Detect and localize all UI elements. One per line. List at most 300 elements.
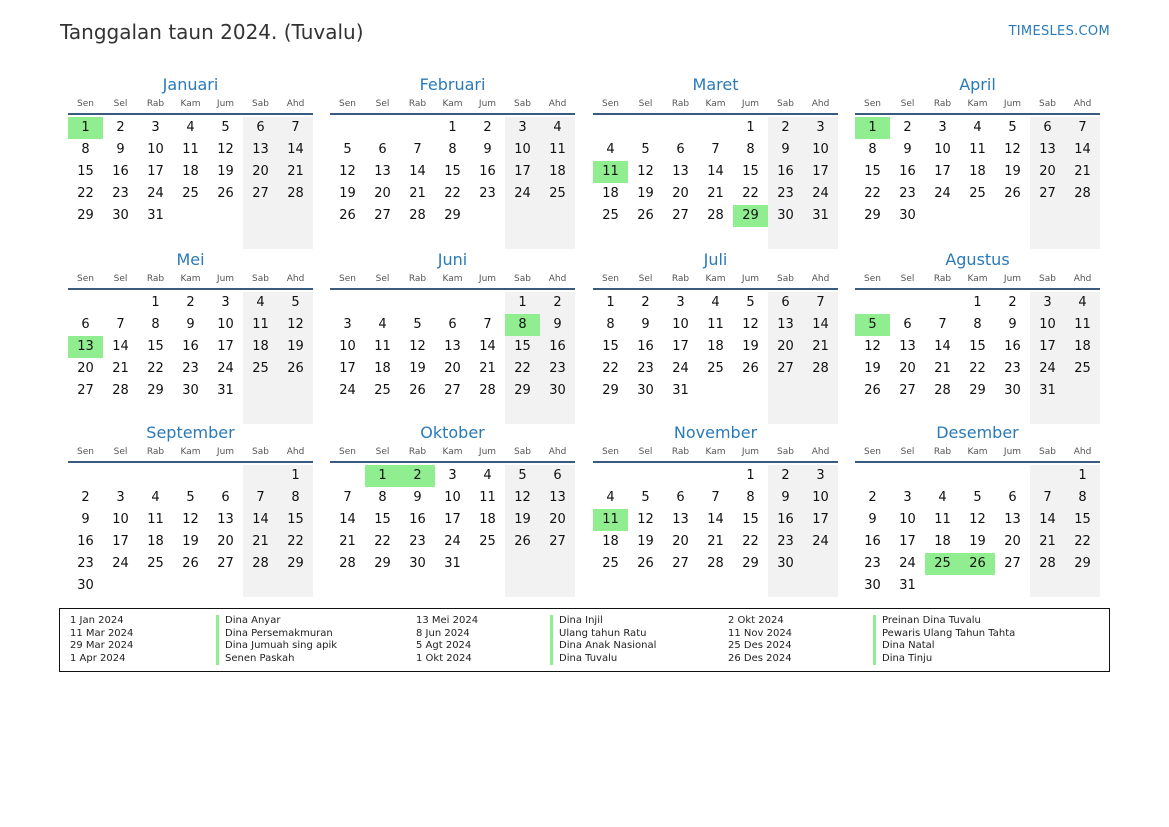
day-cell: 27 xyxy=(777,361,794,376)
day-cell: 31 xyxy=(444,556,461,571)
day-cell: 2 xyxy=(1008,295,1017,310)
day-cell: 17 xyxy=(112,534,129,549)
weekday-label: Ahd xyxy=(1073,447,1092,457)
day-cell: 17 xyxy=(1039,339,1056,354)
day-cell: 27 xyxy=(217,556,234,571)
day-cell: 24 xyxy=(812,534,829,549)
weekday-label: Jum xyxy=(741,447,760,457)
day-cell: 7 xyxy=(343,490,352,505)
day-cell: 25 xyxy=(479,534,496,549)
day-cell: 31 xyxy=(899,578,916,593)
day-cell: 16 xyxy=(77,534,94,549)
month-name: Maret xyxy=(692,75,739,94)
day-cell: 6 xyxy=(81,317,90,332)
day-cell: 12 xyxy=(864,339,881,354)
day-cell: 7 xyxy=(413,142,422,157)
weekday-header xyxy=(855,274,1100,287)
day-cell: 24 xyxy=(112,556,129,571)
day-cell: 28 xyxy=(812,361,829,376)
legend-date: 8 Jun 2024 xyxy=(416,627,470,639)
day-cell: 18 xyxy=(374,361,391,376)
weekday-label: Rab xyxy=(146,99,165,109)
day-cell: 26 xyxy=(1004,186,1021,201)
day-cell: 8 xyxy=(973,317,982,332)
holiday-day-cell: 25 xyxy=(925,553,960,575)
day-cell: 1 xyxy=(151,295,160,310)
weekday-label: Sen xyxy=(864,274,881,284)
day-cell: 4 xyxy=(606,490,615,505)
day-cell: 17 xyxy=(812,512,829,527)
day-cell: 28 xyxy=(339,556,356,571)
day-cell: 18 xyxy=(479,512,496,527)
day-cell: 11 xyxy=(374,339,391,354)
day-cell: 10 xyxy=(672,317,689,332)
day-cell: 15 xyxy=(969,339,986,354)
day-cell: 10 xyxy=(1039,317,1056,332)
day-cell: 23 xyxy=(899,186,916,201)
day-grid xyxy=(855,465,1100,597)
weekday-label: Jum xyxy=(1003,99,1022,109)
day-cell: 29 xyxy=(147,383,164,398)
weekday-label: Kam xyxy=(705,274,726,284)
day-cell: 6 xyxy=(1043,120,1052,135)
day-cell: 3 xyxy=(151,120,160,135)
day-cell: 14 xyxy=(707,164,724,179)
weekday-label: Sab xyxy=(1039,274,1056,284)
day-cell: 21 xyxy=(934,361,951,376)
day-cell: 8 xyxy=(868,142,877,157)
weekday-label: Jum xyxy=(478,447,497,457)
day-cell: 7 xyxy=(711,142,720,157)
day-cell: 29 xyxy=(742,556,759,571)
day-cell: 29 xyxy=(1074,556,1091,571)
day-cell: 8 xyxy=(606,317,615,332)
day-grid xyxy=(855,117,1100,249)
day-cell: 11 xyxy=(934,512,951,527)
weekday-header xyxy=(330,274,575,287)
day-cell: 18 xyxy=(602,186,619,201)
day-cell: 3 xyxy=(343,317,352,332)
day-cell: 6 xyxy=(448,317,457,332)
day-cell: 22 xyxy=(864,186,881,201)
day-cell: 18 xyxy=(707,339,724,354)
legend-holiday-name: Pewaris Ulang Tahun Tahta xyxy=(873,628,1015,641)
weekday-label: Ahd xyxy=(811,447,830,457)
day-cell: 14 xyxy=(707,512,724,527)
day-cell: 30 xyxy=(777,556,794,571)
day-cell: 3 xyxy=(448,468,457,483)
weekday-label: Jum xyxy=(478,99,497,109)
weekday-label: Sel xyxy=(638,447,653,457)
day-cell: 8 xyxy=(746,142,755,157)
weekday-label: Sen xyxy=(602,447,619,457)
day-cell: 17 xyxy=(514,164,531,179)
legend-holiday-name: Dina Anak Nasional xyxy=(550,640,656,653)
day-cell: 6 xyxy=(676,490,685,505)
day-cell: 29 xyxy=(444,208,461,223)
weekday-label: Jum xyxy=(741,99,760,109)
day-cell: 11 xyxy=(1074,317,1091,332)
weekday-label: Jum xyxy=(1003,447,1022,457)
day-cell: 14 xyxy=(409,164,426,179)
legend-names-1 xyxy=(216,615,337,665)
weekday-label: Kam xyxy=(967,447,988,457)
day-cell: 15 xyxy=(864,164,881,179)
weekday-label: Kam xyxy=(967,99,988,109)
day-grid xyxy=(593,292,838,424)
day-cell: 8 xyxy=(291,490,300,505)
day-cell: 27 xyxy=(549,534,566,549)
day-cell: 18 xyxy=(1074,339,1091,354)
day-cell: 7 xyxy=(256,490,265,505)
day-cell: 25 xyxy=(147,556,164,571)
day-cell: 26 xyxy=(339,208,356,223)
legend-holiday-name: Dina Anyar xyxy=(216,615,337,628)
weekday-label: Ahd xyxy=(811,99,830,109)
day-cell: 22 xyxy=(374,534,391,549)
day-cell: 29 xyxy=(287,556,304,571)
day-cell: 27 xyxy=(899,383,916,398)
day-cell: 22 xyxy=(969,361,986,376)
day-cell: 10 xyxy=(812,490,829,505)
legend-holiday-name: Dina Tuvalu xyxy=(550,653,656,666)
day-cell: 4 xyxy=(711,295,720,310)
day-cell: 15 xyxy=(1074,512,1091,527)
weekday-label: Kam xyxy=(705,447,726,457)
day-cell: 30 xyxy=(549,383,566,398)
holiday-day-cell: 13 xyxy=(68,336,103,358)
day-cell: 14 xyxy=(252,512,269,527)
weekday-label: Jum xyxy=(216,99,235,109)
weekday-header xyxy=(593,447,838,460)
holiday-day-cell: 1 xyxy=(68,117,103,139)
header-divider xyxy=(855,288,1100,290)
day-cell: 28 xyxy=(409,208,426,223)
legend-date: 29 Mar 2024 xyxy=(70,640,134,652)
day-cell: 24 xyxy=(812,186,829,201)
weekday-label: Rab xyxy=(671,99,690,109)
weekday-label: Jum xyxy=(741,274,760,284)
day-cell: 23 xyxy=(777,534,794,549)
day-cell: 2 xyxy=(641,295,650,310)
day-cell: 30 xyxy=(864,578,881,593)
day-cell: 26 xyxy=(742,361,759,376)
header-divider xyxy=(68,461,313,463)
day-cell: 19 xyxy=(1004,164,1021,179)
day-cell: 9 xyxy=(483,142,492,157)
day-cell: 25 xyxy=(602,556,619,571)
holiday-day-cell: 11 xyxy=(593,509,628,531)
day-grid xyxy=(330,117,575,249)
weekday-label: Ahd xyxy=(1073,99,1092,109)
legend-date: 25 Des 2024 xyxy=(728,640,792,652)
day-cell: 8 xyxy=(81,142,90,157)
day-cell: 1 xyxy=(746,120,755,135)
day-cell: 7 xyxy=(711,490,720,505)
day-grid xyxy=(593,117,838,249)
day-cell: 8 xyxy=(448,142,457,157)
weekday-header xyxy=(68,274,313,287)
day-cell: 14 xyxy=(112,339,129,354)
day-cell: 24 xyxy=(934,186,951,201)
day-cell: 15 xyxy=(374,512,391,527)
day-cell: 7 xyxy=(483,317,492,332)
legend-holiday-name: Preinan Dina Tuvalu xyxy=(873,615,1015,628)
weekday-label: Rab xyxy=(408,447,427,457)
day-cell: 25 xyxy=(707,361,724,376)
day-cell: 4 xyxy=(938,490,947,505)
site-logo-link[interactable]: TIMESLES.COM xyxy=(1008,24,1110,39)
weekday-label: Ahd xyxy=(548,99,567,109)
day-cell: 11 xyxy=(479,490,496,505)
day-cell: 9 xyxy=(641,317,650,332)
day-cell: 11 xyxy=(969,142,986,157)
day-cell: 16 xyxy=(637,339,654,354)
day-cell: 5 xyxy=(221,120,230,135)
day-cell: 13 xyxy=(217,512,234,527)
day-cell: 9 xyxy=(1008,317,1017,332)
day-cell: 16 xyxy=(409,512,426,527)
day-cell: 20 xyxy=(374,186,391,201)
day-cell: 15 xyxy=(287,512,304,527)
day-cell: 23 xyxy=(409,534,426,549)
day-cell: 13 xyxy=(899,339,916,354)
legend-holiday-name: Ulang tahun Ratu xyxy=(550,628,656,641)
day-cell: 20 xyxy=(1039,164,1056,179)
day-cell: 6 xyxy=(903,317,912,332)
day-cell: 26 xyxy=(637,556,654,571)
day-cell: 8 xyxy=(746,490,755,505)
day-cell: 19 xyxy=(969,534,986,549)
header-divider xyxy=(593,113,838,115)
day-cell: 6 xyxy=(256,120,265,135)
day-cell: 21 xyxy=(1039,534,1056,549)
day-cell: 4 xyxy=(606,142,615,157)
day-cell: 6 xyxy=(676,142,685,157)
day-cell: 14 xyxy=(479,339,496,354)
day-cell: 4 xyxy=(151,490,160,505)
day-cell: 16 xyxy=(864,534,881,549)
day-cell: 3 xyxy=(938,120,947,135)
day-cell: 9 xyxy=(116,142,125,157)
day-cell: 8 xyxy=(151,317,160,332)
day-cell: 1 xyxy=(291,468,300,483)
weekday-header xyxy=(68,447,313,460)
day-cell: 16 xyxy=(1004,339,1021,354)
legend-names-2 xyxy=(550,615,656,665)
day-cell: 6 xyxy=(781,295,790,310)
day-grid xyxy=(593,465,838,597)
day-cell: 22 xyxy=(287,534,304,549)
day-cell: 16 xyxy=(112,164,129,179)
month-name: Agustus xyxy=(945,250,1010,269)
day-cell: 23 xyxy=(77,556,94,571)
holiday-day-cell: 11 xyxy=(593,161,628,183)
day-cell: 15 xyxy=(444,164,461,179)
day-cell: 12 xyxy=(217,142,234,157)
weekday-label: Sab xyxy=(514,274,531,284)
day-cell: 12 xyxy=(742,317,759,332)
day-cell: 9 xyxy=(81,512,90,527)
weekday-label: Rab xyxy=(408,99,427,109)
day-cell: 23 xyxy=(549,361,566,376)
day-cell: 4 xyxy=(256,295,265,310)
day-cell: 2 xyxy=(868,490,877,505)
weekday-label: Ahd xyxy=(548,274,567,284)
day-cell: 5 xyxy=(343,142,352,157)
day-cell: 20 xyxy=(217,534,234,549)
weekday-label: Sab xyxy=(252,274,269,284)
day-cell: 30 xyxy=(182,383,199,398)
weekday-label: Sen xyxy=(602,274,619,284)
day-cell: 2 xyxy=(903,120,912,135)
weekday-label: Kam xyxy=(442,274,463,284)
holiday-day-cell: 5 xyxy=(855,314,890,336)
day-cell: 28 xyxy=(934,383,951,398)
day-cell: 22 xyxy=(742,186,759,201)
day-cell: 5 xyxy=(186,490,195,505)
day-cell: 12 xyxy=(287,317,304,332)
weekday-header xyxy=(593,274,838,287)
day-cell: 20 xyxy=(672,186,689,201)
day-cell: 30 xyxy=(77,578,94,593)
weekday-label: Kam xyxy=(442,99,463,109)
day-cell: 20 xyxy=(672,534,689,549)
day-cell: 15 xyxy=(514,339,531,354)
day-cell: 30 xyxy=(777,208,794,223)
day-cell: 11 xyxy=(707,317,724,332)
day-cell: 9 xyxy=(186,317,195,332)
day-cell: 21 xyxy=(1074,164,1091,179)
day-cell: 14 xyxy=(339,512,356,527)
day-cell: 20 xyxy=(1004,534,1021,549)
day-cell: 27 xyxy=(374,208,391,223)
weekday-label: Kam xyxy=(967,274,988,284)
day-cell: 17 xyxy=(217,339,234,354)
day-cell: 10 xyxy=(899,512,916,527)
day-cell: 17 xyxy=(899,534,916,549)
day-cell: 18 xyxy=(147,534,164,549)
weekday-label: Sel xyxy=(900,274,915,284)
weekday-header xyxy=(330,99,575,112)
day-cell: 3 xyxy=(816,120,825,135)
day-cell: 3 xyxy=(903,490,912,505)
holiday-day-cell: 26 xyxy=(960,553,995,575)
day-cell: 23 xyxy=(1004,361,1021,376)
day-cell: 16 xyxy=(777,512,794,527)
day-cell: 26 xyxy=(217,186,234,201)
day-cell: 2 xyxy=(781,468,790,483)
weekday-label: Kam xyxy=(442,447,463,457)
day-cell: 10 xyxy=(147,142,164,157)
day-cell: 28 xyxy=(479,383,496,398)
day-cell: 22 xyxy=(444,186,461,201)
day-cell: 8 xyxy=(1078,490,1087,505)
day-cell: 9 xyxy=(868,512,877,527)
day-cell: 7 xyxy=(938,317,947,332)
weekday-label: Sen xyxy=(864,99,881,109)
day-cell: 28 xyxy=(252,556,269,571)
weekday-label: Sab xyxy=(777,447,794,457)
day-cell: 25 xyxy=(1074,361,1091,376)
day-cell: 7 xyxy=(116,317,125,332)
legend-dates-1 xyxy=(70,615,133,665)
day-cell: 28 xyxy=(707,208,724,223)
legend-date: 1 Apr 2024 xyxy=(70,652,126,664)
weekday-label: Ahd xyxy=(286,99,305,109)
header-divider xyxy=(68,288,313,290)
day-cell: 14 xyxy=(1039,512,1056,527)
day-cell: 10 xyxy=(934,142,951,157)
weekday-label: Ahd xyxy=(286,274,305,284)
day-cell: 31 xyxy=(147,208,164,223)
day-cell: 26 xyxy=(637,208,654,223)
day-cell: 13 xyxy=(777,317,794,332)
day-cell: 7 xyxy=(291,120,300,135)
day-cell: 17 xyxy=(444,512,461,527)
day-cell: 3 xyxy=(221,295,230,310)
day-cell: 18 xyxy=(602,534,619,549)
day-cell: 29 xyxy=(514,383,531,398)
day-cell: 16 xyxy=(777,164,794,179)
day-cell: 18 xyxy=(182,164,199,179)
day-cell: 4 xyxy=(1078,295,1087,310)
day-cell: 25 xyxy=(549,186,566,201)
weekday-label: Sel xyxy=(900,99,915,109)
weekday-label: Ahd xyxy=(1073,274,1092,284)
weekday-label: Rab xyxy=(671,274,690,284)
day-cell: 4 xyxy=(186,120,195,135)
day-cell: 20 xyxy=(252,164,269,179)
day-cell: 27 xyxy=(77,383,94,398)
weekday-label: Jum xyxy=(216,274,235,284)
weekday-label: Rab xyxy=(146,447,165,457)
day-cell: 17 xyxy=(812,164,829,179)
day-cell: 23 xyxy=(479,186,496,201)
day-cell: 4 xyxy=(553,120,562,135)
day-cell: 24 xyxy=(217,361,234,376)
month-name: November xyxy=(673,423,758,442)
day-cell: 9 xyxy=(413,490,422,505)
day-cell: 21 xyxy=(479,361,496,376)
day-cell: 5 xyxy=(641,142,650,157)
legend-date: 11 Nov 2024 xyxy=(728,627,793,639)
day-cell: 19 xyxy=(182,534,199,549)
weekday-header xyxy=(593,99,838,112)
day-cell: 30 xyxy=(1004,383,1021,398)
day-cell: 16 xyxy=(182,339,199,354)
weekday-label: Sen xyxy=(77,99,94,109)
day-cell: 14 xyxy=(934,339,951,354)
legend-date: 5 Agt 2024 xyxy=(416,640,472,652)
day-grid xyxy=(68,292,313,424)
weekday-label: Sab xyxy=(777,274,794,284)
day-cell: 29 xyxy=(864,208,881,223)
day-cell: 19 xyxy=(409,361,426,376)
day-cell: 1 xyxy=(448,120,457,135)
weekday-label: Sel xyxy=(638,99,653,109)
day-cell: 24 xyxy=(444,534,461,549)
day-cell: 8 xyxy=(378,490,387,505)
weekday-label: Sab xyxy=(777,99,794,109)
day-cell: 29 xyxy=(602,383,619,398)
day-cell: 7 xyxy=(1078,120,1087,135)
weekday-label: Sel xyxy=(375,447,390,457)
weekday-label: Sab xyxy=(252,447,269,457)
day-cell: 12 xyxy=(514,490,531,505)
weekday-label: Sen xyxy=(77,274,94,284)
day-cell: 16 xyxy=(479,164,496,179)
